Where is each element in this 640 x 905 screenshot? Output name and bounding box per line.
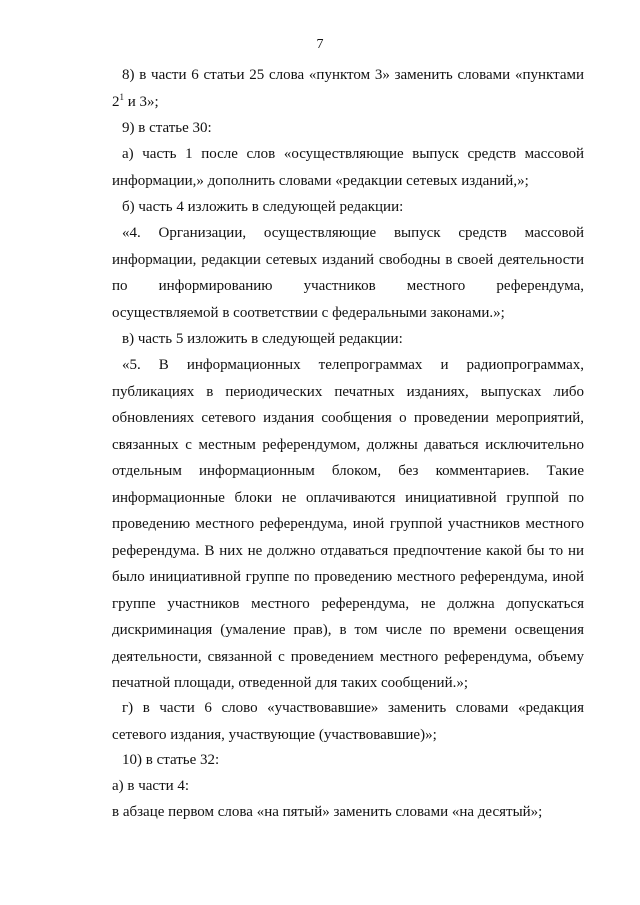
paragraph-text: 8) в части 6 статьи 25 слова «пунктом 3» заменить словами «пунктами 2 — [112, 67, 584, 110]
page-number: 7 — [316, 37, 324, 52]
paragraph-item-10: 10) в статье 32: — [122, 752, 220, 768]
superscript: 1 — [119, 91, 124, 102]
paragraph-item-8 — [112, 62, 584, 115]
paragraph-text-tail: и 3»; — [124, 93, 159, 110]
paragraph-item-10a-abzac: в абзаце первом слова «на пятый» заменить словами «на десятый»; — [112, 804, 543, 820]
paragraph-quote-4: «4. Организации, осуществляющие выпуск средств массовой информации, редакции сетевых изданий свободны в своей деятельности по информированию участников местного референдума, осуществляемой в соответствии с федеральными законами.»; — [112, 225, 584, 321]
paragraph-item-10a: а) в части 4: — [112, 778, 190, 794]
paragraph-item-9v: в) часть 5 изложить в следующей редакции: — [122, 331, 403, 347]
paragraph-quote-5: «5. В информационных телепрограммах и радиопрограммах, публикациях в периодических печатных изданиях, выпусках либо обновлениях сетевого издания сообщения о проведении мероприятий, связанных с местным референдумом, должны даваться исключительно отдельным информационным блоком, без комментариев. Такие информационные блоки не оплачиваются инициативной группой по проведению местного референдума, иной группой участников местного референдума. В них не должно отдаваться предпочтение какой бы то ни было инициативной группе по проведению местного референдума, иной группе участников местного референдума, не должна допускаться дискриминация (умаление прав), в том числе по времени освещения деятельности, связанной с проведением местного референдума, объему печатной площади, отведенной для таких сообщений.»; — [112, 357, 584, 691]
paragraph-item-9a: а) часть 1 после слов «осуществляющие выпуск средств массовой информации,» дополнить словами «редакции сетевых изданий,»; — [112, 146, 584, 189]
paragraph-item-9: 9) в статье 30: — [122, 120, 212, 136]
paragraph-item-9b: б) часть 4 изложить в следующей редакции: — [122, 199, 404, 215]
paragraph-item-9g: г) в части 6 слово «участвовавшие» заменить словами «редакция сетевого издания, участвующие (участвовавшие)»; — [112, 700, 584, 743]
